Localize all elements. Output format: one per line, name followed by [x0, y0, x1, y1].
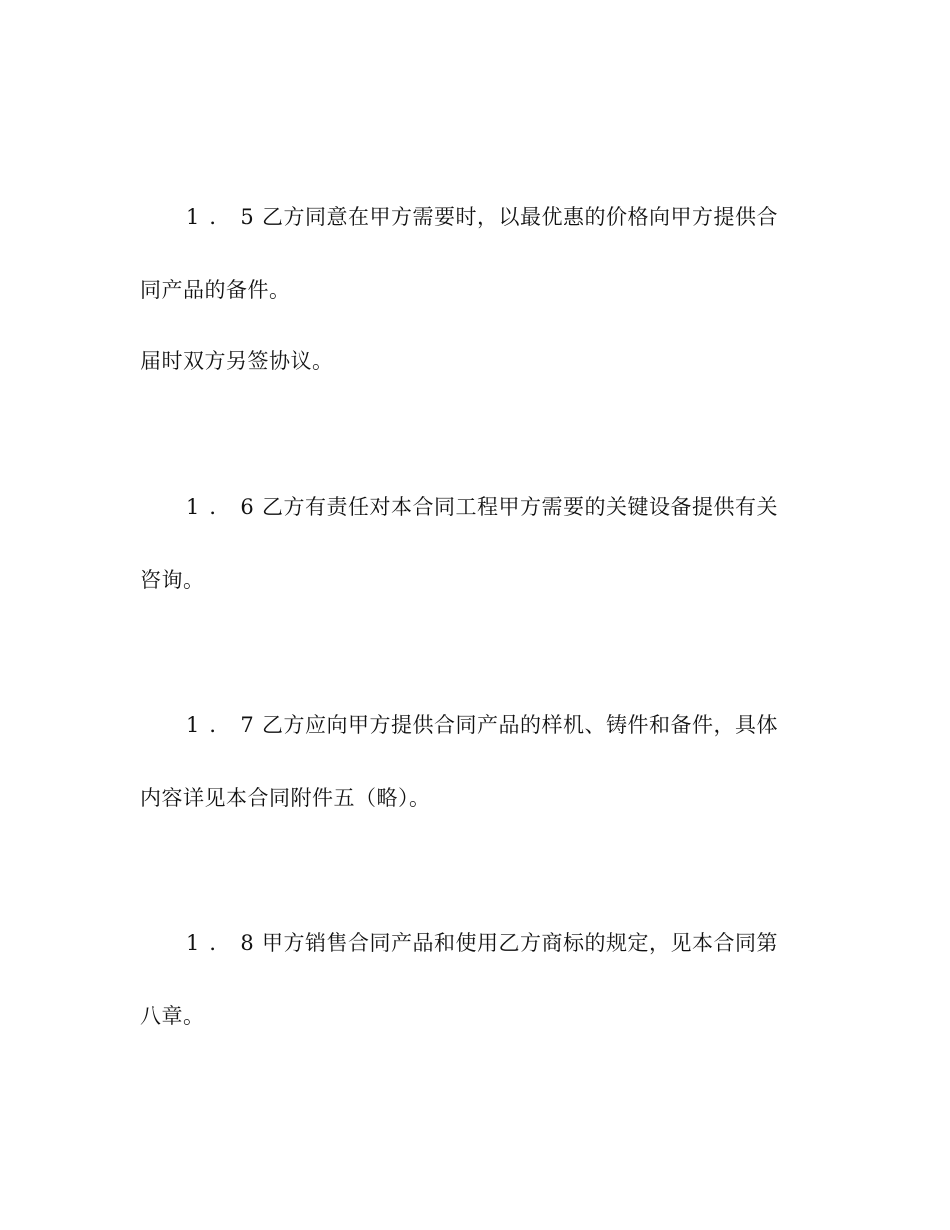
clause-1-5-line-3: 届时双方另签协议。 [140, 349, 334, 373]
clause-number: 1．7 [186, 713, 264, 737]
clause-1-7-line-1 [140, 710, 800, 740]
clause-1-6-line-2: 咨询。 [140, 568, 205, 592]
clause-number: 1．8 [186, 931, 264, 955]
clause-1-5-line-2: 同产品的备件。 [140, 278, 291, 302]
clause-number: 1．6 [186, 495, 264, 519]
clause-text: 甲方销售合同产品和使用乙方商标的规定，见本合同第 [262, 931, 778, 955]
clause-text: 乙方有责任对本合同工程甲方需要的关键设备提供有关 [262, 495, 778, 519]
clause-text: 乙方应向甲方提供合同产品的样机、铸件和备件，具体 [262, 713, 778, 737]
clause-1-7-line-2: 内容详见本合同附件五（略）。 [140, 786, 431, 810]
clause-text: 乙方同意在甲方需要时，以最优惠的价格向甲方提供合 [262, 205, 778, 229]
clause-1-6-line-1 [140, 492, 800, 522]
clause-1-5-line-1 [140, 202, 800, 232]
clause-1-8-line-2: 八章。 [140, 1004, 205, 1028]
clause-1-8-line-1 [140, 928, 800, 958]
clause-number: 1．5 [186, 205, 264, 229]
